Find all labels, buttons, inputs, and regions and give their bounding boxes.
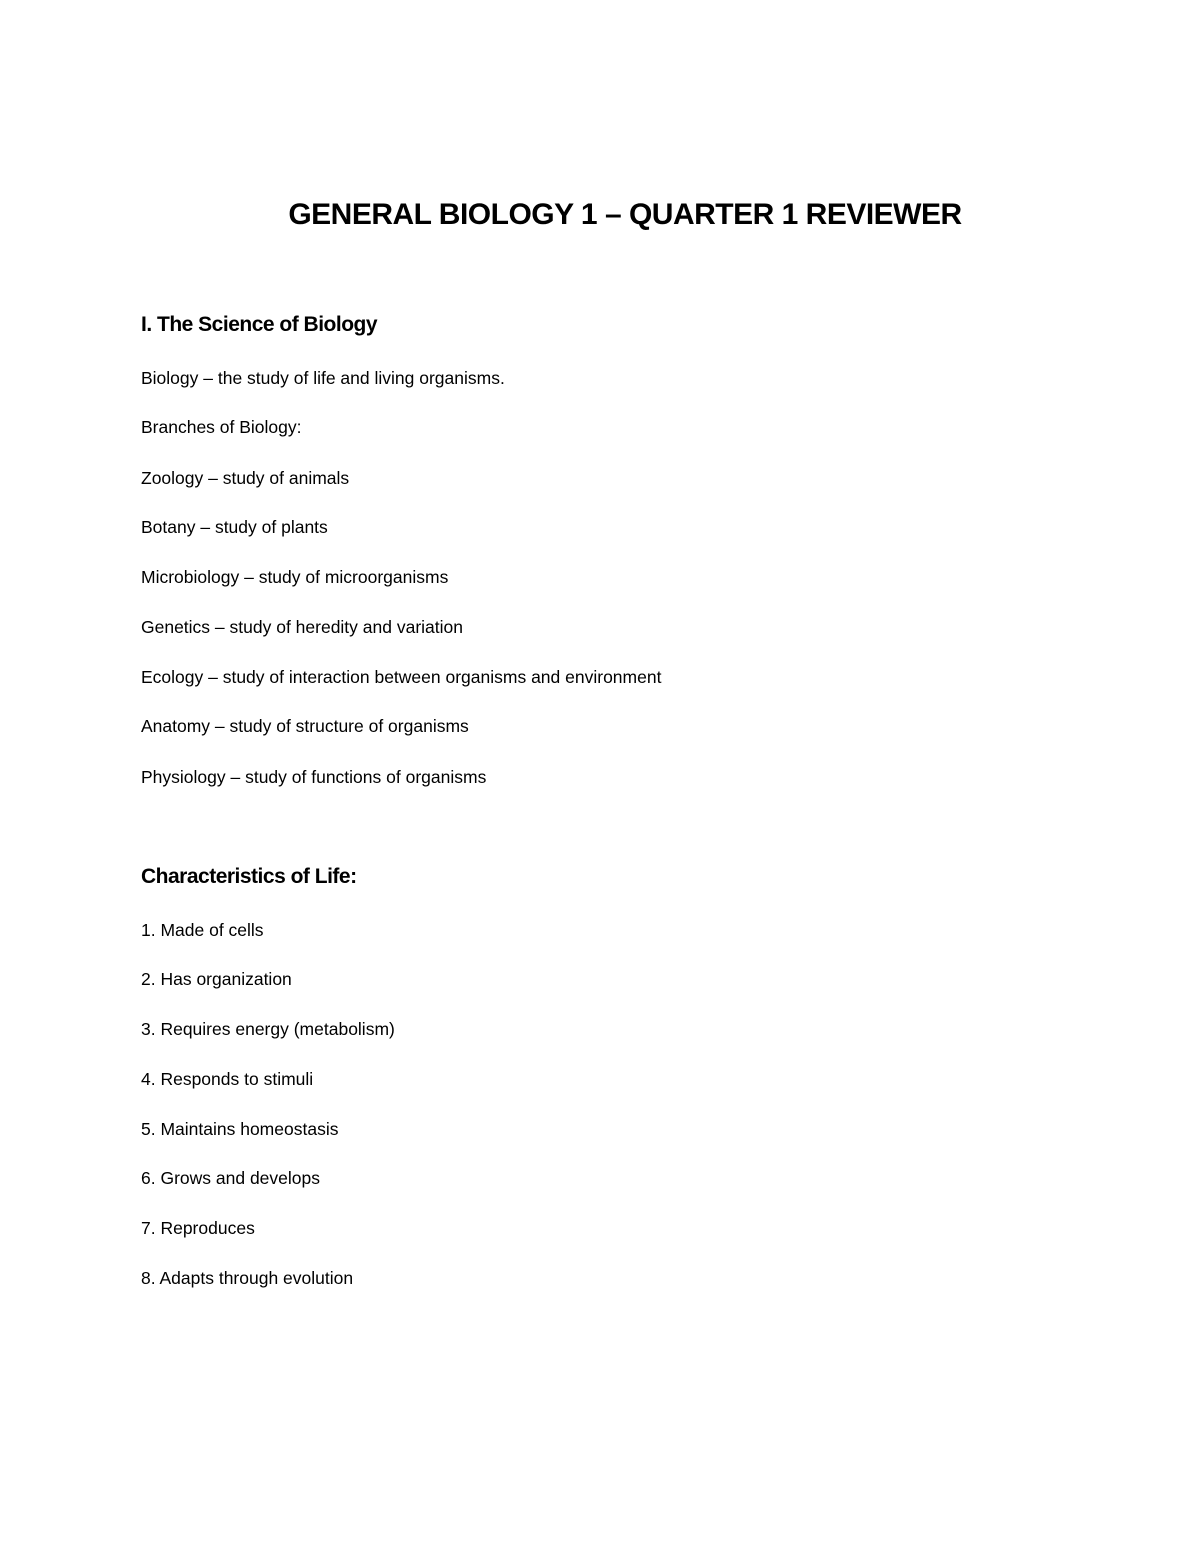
biology-definition: Biology – the study of life and living organisms.	[141, 368, 505, 388]
branch-item: Botany – study of plants	[141, 517, 328, 537]
document-title: GENERAL BIOLOGY 1 – QUARTER 1 REVIEWER	[288, 198, 962, 231]
branch-item: Physiology – study of functions of organisms	[141, 767, 487, 787]
characteristic-item: 5. Maintains homeostasis	[141, 1119, 339, 1139]
branch-item: Genetics – study of heredity and variation	[141, 617, 463, 637]
branch-item: Ecology – study of interaction between organisms and environment	[141, 667, 662, 687]
characteristic-item: 4. Responds to stimuli	[141, 1069, 314, 1089]
section-heading-science-of-biology: I. The Science of Biology	[141, 313, 378, 336]
branch-item: Anatomy – study of structure of organisms	[141, 716, 469, 736]
branches-label: Branches of Biology:	[141, 417, 302, 437]
section-heading-characteristics-of-life: Characteristics of Life:	[141, 865, 357, 888]
characteristic-item: 1. Made of cells	[141, 920, 264, 940]
characteristic-item: 2. Has organization	[141, 969, 292, 989]
branch-item: Microbiology – study of microorganisms	[141, 567, 449, 587]
characteristic-item: 7. Reproduces	[141, 1218, 255, 1238]
characteristic-item: 6. Grows and develops	[141, 1168, 320, 1188]
characteristic-item: 3. Requires energy (metabolism)	[141, 1019, 395, 1039]
characteristic-item: 8. Adapts through evolution	[141, 1268, 354, 1288]
branch-item: Zoology – study of animals	[141, 468, 350, 488]
